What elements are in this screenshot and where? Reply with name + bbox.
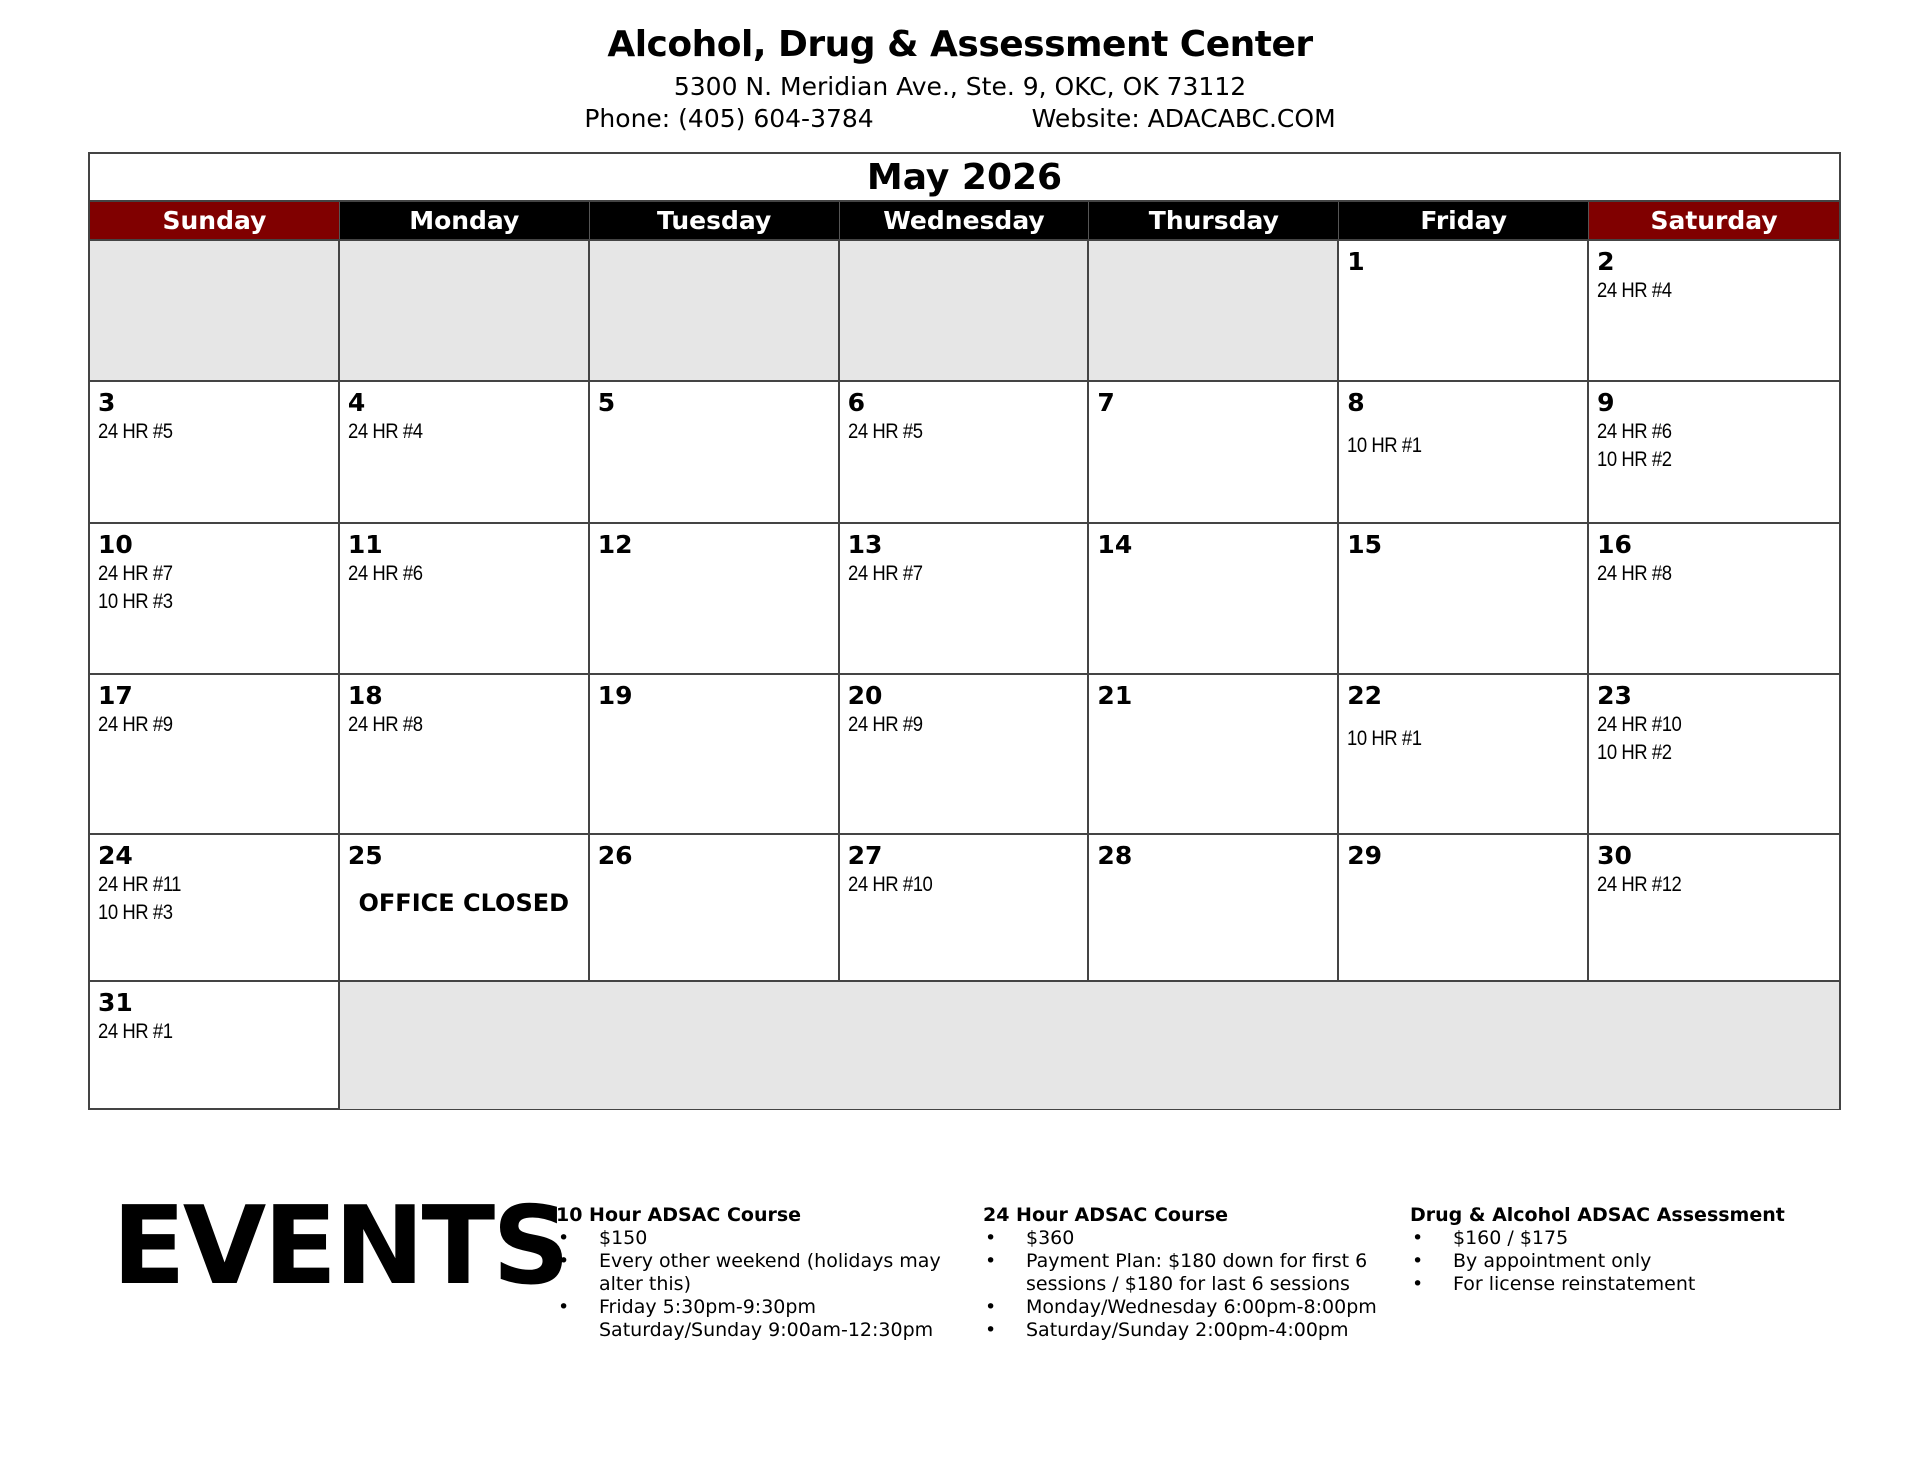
day-number: 23 bbox=[1597, 681, 1632, 710]
day-number: 2 bbox=[1597, 247, 1615, 276]
event-detail-item: • Payment Plan: $180 down for first 6 sessions / $180 for last 6 sessions bbox=[983, 1250, 1383, 1296]
day-cell bbox=[1339, 380, 1589, 522]
org-contact bbox=[0, 104, 1920, 133]
calendar-event: 10 HR #3 bbox=[98, 901, 173, 924]
day-number: 1 bbox=[1347, 247, 1365, 276]
day-cell bbox=[90, 522, 340, 673]
calendar-event: 24 HR #1 bbox=[98, 1020, 173, 1043]
calendar-event: 24 HR #7 bbox=[847, 562, 923, 585]
calendar-event: 24 HR #8 bbox=[1597, 562, 1672, 585]
day-cell bbox=[340, 380, 590, 522]
weekday-tuesday: Tuesday bbox=[590, 202, 840, 240]
org-address: 5300 N. Meridian Ave., Ste. 9, OKC, OK 73112 bbox=[673, 72, 1247, 101]
day-number: 10 bbox=[98, 530, 133, 559]
calendar-event: 24 HR #5 bbox=[847, 420, 923, 443]
calendar-event: 24 HR #6 bbox=[1597, 420, 1672, 443]
day-cell bbox=[1089, 833, 1339, 980]
day-number: 29 bbox=[1347, 841, 1383, 870]
day-cell bbox=[840, 380, 1090, 522]
day-cell bbox=[340, 522, 590, 673]
event-heading: 10 Hour ADSAC Course bbox=[556, 1204, 802, 1226]
empty-day-cell bbox=[840, 239, 1090, 380]
day-cell bbox=[1339, 833, 1589, 980]
day-number: 13 bbox=[847, 530, 883, 559]
calendar-event: 24 HR #9 bbox=[847, 713, 923, 736]
day-cell bbox=[1089, 380, 1339, 522]
calendar bbox=[88, 152, 1841, 1110]
day-cell bbox=[1589, 522, 1839, 673]
event-detail-item: • Friday 5:30pm-9:30pm Saturday/Sunday 9:00am-12:30pm bbox=[556, 1296, 966, 1342]
calendar-event: 24 HR #5 bbox=[98, 420, 173, 443]
day-number: 5 bbox=[597, 388, 616, 417]
day-number: 8 bbox=[1347, 388, 1365, 417]
day-number: 22 bbox=[1347, 681, 1383, 710]
event-heading: Drug & Alcohol ADSAC Assessment bbox=[1410, 1204, 1785, 1226]
day-cell bbox=[590, 673, 840, 833]
day-number: 30 bbox=[1597, 841, 1632, 870]
day-number: 4 bbox=[347, 388, 366, 417]
day-cell bbox=[90, 980, 340, 1109]
day-cell bbox=[1089, 522, 1339, 673]
month-title: May 2026 bbox=[90, 154, 1839, 202]
calendar-event: 10 HR #2 bbox=[1597, 741, 1672, 764]
calendar-event: 24 HR #6 bbox=[347, 562, 423, 585]
event-detail-item: • $160 / $175 bbox=[1410, 1227, 1830, 1250]
day-cell bbox=[1589, 833, 1839, 980]
calendar-event: 24 HR #10 bbox=[847, 873, 932, 896]
day-cell bbox=[90, 833, 340, 980]
day-cell bbox=[1339, 673, 1589, 833]
calendar-event: 24 HR #4 bbox=[347, 420, 423, 443]
org-phone: Phone: (405) 604-3784 bbox=[584, 104, 874, 133]
event-detail-item: • Monday/Wednesday 6:00pm-8:00pm bbox=[983, 1296, 1383, 1319]
event-details-list bbox=[556, 1227, 966, 1342]
day-cell bbox=[840, 673, 1090, 833]
day-number: 9 bbox=[1597, 388, 1615, 417]
event-details-list bbox=[1410, 1227, 1830, 1296]
weekday-sunday: Sunday bbox=[90, 202, 340, 240]
weekday-friday: Friday bbox=[1339, 202, 1589, 240]
calendar-event: 24 HR #9 bbox=[98, 713, 173, 736]
empty-day-cell bbox=[340, 980, 1839, 1109]
office-closed-note: OFFICE CLOSED bbox=[358, 889, 570, 917]
event-detail-item: • Saturday/Sunday 2:00pm-4:00pm bbox=[983, 1319, 1383, 1342]
day-number: 25 bbox=[347, 841, 383, 870]
calendar-event: 10 HR #1 bbox=[1347, 434, 1422, 457]
calendar-event: 10 HR #3 bbox=[98, 590, 173, 613]
calendar-event: 10 HR #2 bbox=[1597, 448, 1672, 471]
org-name: Alcohol, Drug & Assessment Center bbox=[607, 24, 1313, 65]
day-cell bbox=[840, 522, 1090, 673]
calendar-event: 24 HR #12 bbox=[1597, 873, 1682, 896]
day-cell bbox=[590, 380, 840, 522]
calendar-event: 24 HR #11 bbox=[98, 873, 182, 896]
day-cell bbox=[1339, 522, 1589, 673]
calendar-event: 10 HR #1 bbox=[1347, 727, 1422, 750]
day-number: 3 bbox=[98, 388, 116, 417]
day-cell bbox=[1589, 673, 1839, 833]
weekday-saturday: Saturday bbox=[1589, 202, 1839, 240]
calendar-event: 24 HR #4 bbox=[1597, 279, 1672, 302]
day-number: 28 bbox=[1097, 841, 1133, 870]
day-cell bbox=[1089, 673, 1339, 833]
day-number: 12 bbox=[597, 530, 633, 559]
day-number: 11 bbox=[347, 530, 383, 559]
day-number: 27 bbox=[847, 841, 883, 870]
day-number: 19 bbox=[597, 681, 633, 710]
org-website: Website: ADACABC.COM bbox=[1031, 104, 1336, 133]
weekday-header-row bbox=[90, 202, 1839, 239]
event-info-10-hour bbox=[556, 1204, 966, 1342]
day-number: 26 bbox=[597, 841, 633, 870]
day-cell bbox=[590, 522, 840, 673]
events-title: EVENTS bbox=[112, 1184, 567, 1309]
day-cell bbox=[340, 833, 590, 980]
empty-day-cell bbox=[590, 239, 840, 380]
day-number: 21 bbox=[1097, 681, 1133, 710]
day-number: 24 bbox=[98, 841, 133, 870]
event-detail-item: • $360 bbox=[983, 1227, 1383, 1250]
day-cell bbox=[840, 833, 1090, 980]
weekday-thursday: Thursday bbox=[1089, 202, 1339, 240]
day-number: 15 bbox=[1347, 530, 1383, 559]
day-number: 18 bbox=[347, 681, 383, 710]
day-cell bbox=[90, 380, 340, 522]
weekday-monday: Monday bbox=[340, 202, 590, 240]
event-info-24-hour bbox=[983, 1204, 1383, 1342]
day-cell bbox=[340, 673, 590, 833]
event-detail-item: • For license reinstatement bbox=[1410, 1273, 1830, 1296]
weekday-wednesday: Wednesday bbox=[840, 202, 1090, 240]
event-details-list bbox=[983, 1227, 1383, 1342]
calendar-grid bbox=[90, 239, 1839, 1109]
event-detail-item: • $150 bbox=[556, 1227, 966, 1250]
day-cell bbox=[1589, 380, 1839, 522]
day-cell bbox=[590, 833, 840, 980]
day-number: 14 bbox=[1097, 530, 1133, 559]
calendar-event: 24 HR #7 bbox=[98, 562, 173, 585]
day-number: 20 bbox=[847, 681, 883, 710]
empty-day-cell bbox=[340, 239, 590, 380]
day-number: 6 bbox=[847, 388, 865, 417]
day-cell bbox=[1339, 239, 1589, 380]
event-info-assessment bbox=[1410, 1204, 1830, 1296]
empty-day-cell bbox=[1089, 239, 1339, 380]
calendar-event: 24 HR #10 bbox=[1597, 713, 1682, 736]
calendar-event: 24 HR #8 bbox=[347, 713, 423, 736]
day-number: 16 bbox=[1597, 530, 1632, 559]
day-cell bbox=[90, 673, 340, 833]
day-number: 7 bbox=[1097, 388, 1115, 417]
day-number: 17 bbox=[98, 681, 133, 710]
event-heading: 24 Hour ADSAC Course bbox=[983, 1204, 1229, 1226]
event-detail-item: • Every other weekend (holidays may alter this) bbox=[556, 1250, 966, 1296]
event-detail-item: • By appointment only bbox=[1410, 1250, 1830, 1273]
day-cell bbox=[1589, 239, 1839, 380]
day-number: 31 bbox=[98, 988, 133, 1017]
empty-day-cell bbox=[90, 239, 340, 380]
